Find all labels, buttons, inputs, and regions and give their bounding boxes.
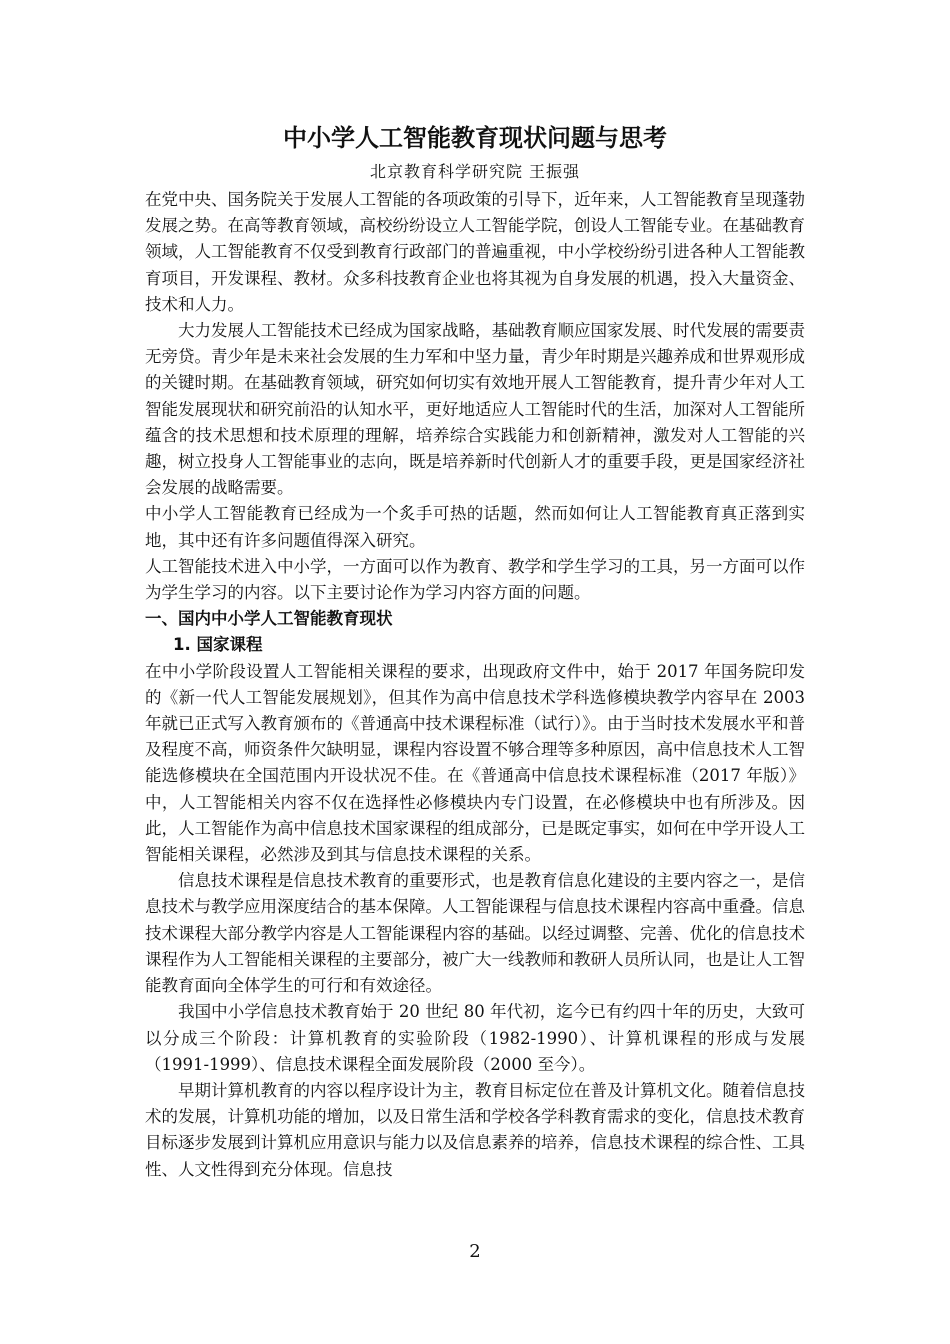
paragraph-it-curriculum: 信息技术课程是信息技术教育的重要形式，也是教育信息化建设的主要内容之一，是信息技术与教学应用深度结合的基本保障。人工智能课程与信息技术课程内容高中重叠。信息技术课程大部分教学内容是人工智能课程内容的基础。以经过调整、完善、优化的信息技术课程作为人工智能相关课程的主要部分，被广大一线教师和教研人员所认同，也是让人工智能教育面向全体学生的可行和有效途径。	[145, 871, 805, 996]
subsection-heading: 1. 国家课程	[173, 635, 263, 655]
paragraph-intro: 在党中央、国务院关于发展人工智能的各项政策的引导下，近年来，人工智能教育呈现蓬勃发展之势。在高等教育领域，高校纷纷设立人工智能学院，创设人工智能专业。在基础教育领域，人工智能教育不仅受到教育行政部门的普遍重视，中小学校纷纷引进各种人工智能教育项目，开发课程、教材。众多科技教育企业也将其视为自身发展的机遇，投入大量资金、技术和人力。	[145, 190, 805, 314]
document-author: 北京教育科学研究院 王振强	[369, 162, 581, 181]
paragraph-national-strategy: 大力发展人工智能技术已经成为国家战略，基础教育顺应国家发展、时代发展的需要责无旁贷。青少年是未来社会发展的生力军和中坚力量，青少年时期是兴趣养成和世界观形成的关键时期。在基础教育领域，研究如何切实有效地开展人工智能教育，提升青少年对人工智能发展现状和研究前沿的认知水平，更好地适应人工智能时代的生活，加深对人工智能所蕴含的技术思想和技术原理的理解，培养综合实践能力和创新精神，激发对人工智能的兴趣，树立投身人工智能事业的志向，既是培养新时代创新人才的重要手段，更是国家经济社会发展的战略需要。	[145, 321, 805, 498]
paragraph-national-curriculum: 在中小学阶段设置人工智能相关课程的要求，出现政府文件中，始于 2017 年国务院印发的《新一代人工智能发展规划》，但其作为高中信息技术学科选修模块教学内容早在 2003 年就已正式写入教育颁布的《普通高中技术课程标准（试行）》。由于当时技术发展水平和普及程度不高，师资条件欠缺明显，课程内容设置不够合理等多种原因，高中信息技术人工智能选修模块在全国范围内开设状况不佳。在《普通高中信息技术课程标准（2017 年版）》中，人工智能相关内容不仅在选择性必修模块内专门设置，在必修模块中也有所涉及。因此，人工智能作为高中信息技术国家课程的组成部分，已是既定事实，如何在中学开设人工智能相关课程，必然涉及到其与信息技术课程的关系。	[145, 661, 805, 865]
paragraph-early-education: 早期计算机教育的内容以程序设计为主，教育目标定位在普及计算机文化。随着信息技术的发展，计算机功能的增加，以及日常生活和学校各学科教育需求的变化，信息技术教育目标逐步发展到计算机应用意识与能力以及信息素养的培养，信息技术课程的综合性、工具性、人文性得到充分体现。信息技	[145, 1080, 805, 1179]
document-body	[145, 187, 805, 1183]
paragraph-it-history: 我国中小学信息技术教育始于 20 世纪 80 年代初，迄今已有约四十年的历史，大致可以分成三个阶段：计算机教育的实验阶段（1982-1990）、计算机课程的形成与发展（1991-1999）、信息技术课程全面发展阶段（2000 至今）。	[145, 1002, 805, 1074]
paragraph-hot-topic: 中小学人工智能教育已经成为一个炙手可热的话题，然而如何让人工智能教育真正落到实地，其中还有许多问题值得深入研究。	[145, 504, 805, 550]
paragraph-learning-content: 人工智能技术进入中小学，一方面可以作为教育、教学和学生学习的工具，另一方面可以作为学生学习的内容。以下主要讨论作为学习内容方面的问题。	[145, 556, 805, 603]
section-heading: 一、国内中小学人工智能教育现状	[145, 609, 393, 629]
document-title: 中小学人工智能教育现状问题与思考	[283, 124, 667, 152]
page-number: 2	[469, 1241, 481, 1262]
